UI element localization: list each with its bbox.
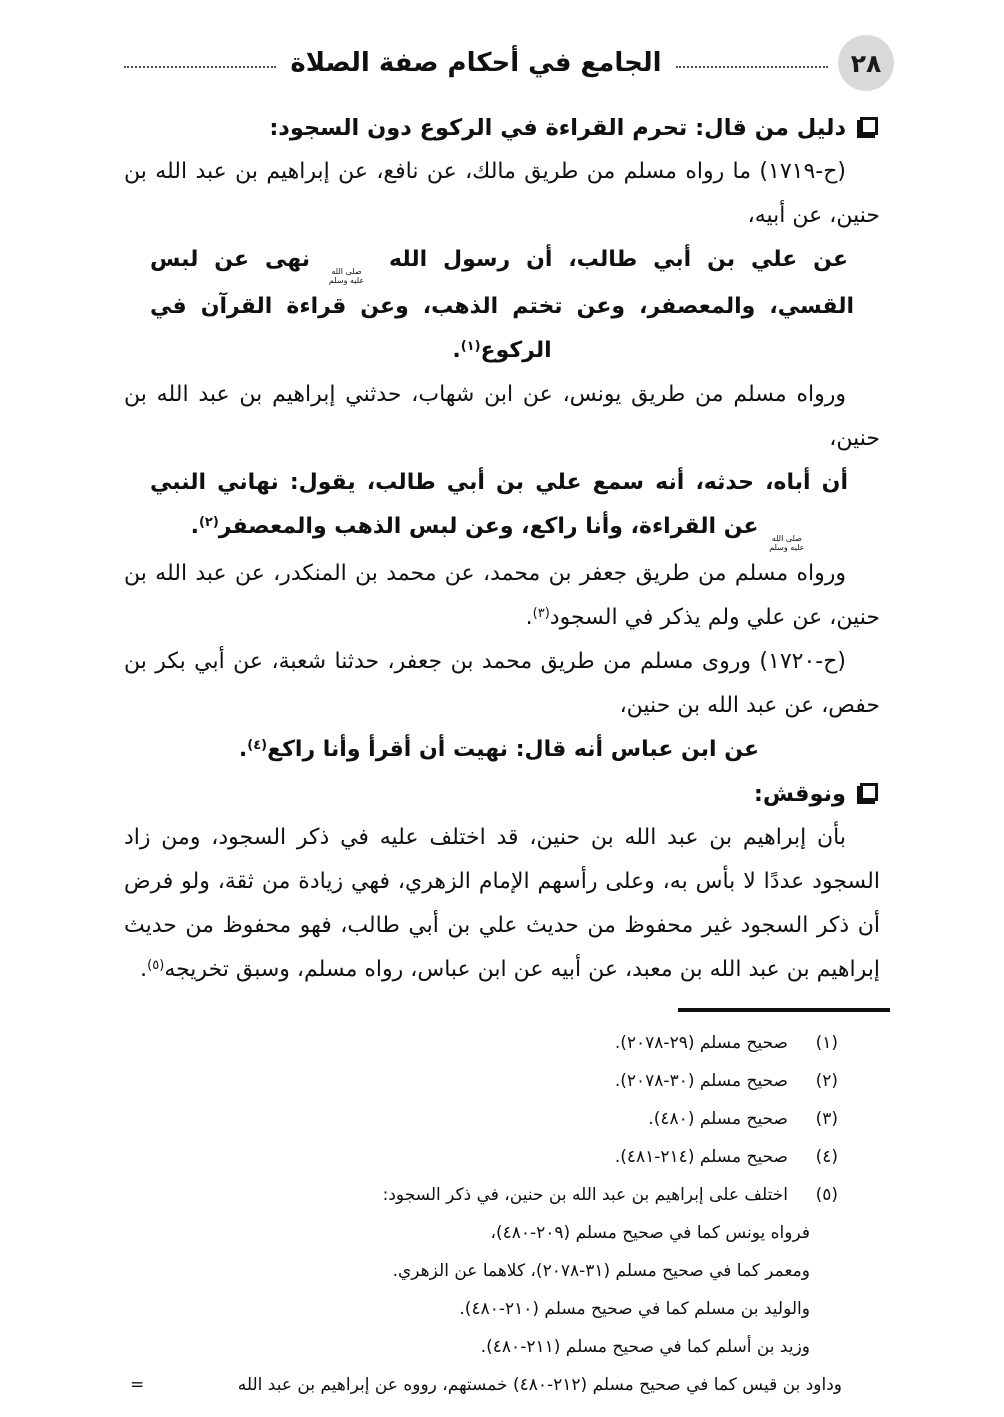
footnote-line-text: صحيح مسلم (٤٨٠). (648, 1109, 788, 1129)
text-run: (ح-١٧١٩) ما رواه مسلم من طريق مالك، عن نافع، عن إبراهيم بن عبد الله بن حنين، عن أبيه، (124, 159, 880, 228)
footnote-line-text: صحيح مسلم (٢١٤-٤٨١). (614, 1147, 788, 1167)
text-run: . (452, 338, 461, 363)
footnote-marker: (٣) (815, 1109, 838, 1129)
footnote-line-text: اختلف على إبراهيم بن عبد الله بن حنين، في ذكر السجود: (382, 1185, 788, 1205)
footnote-line (124, 1214, 880, 1252)
heading-text: ونوقش: (753, 781, 846, 807)
footnote-marker: (١) (815, 1033, 838, 1053)
footnote-line-text: صحيح مسلم (٢٩-٢٠٧٨). (614, 1033, 788, 1053)
footnote-marker: (٤) (815, 1147, 838, 1167)
footnote-line (124, 1100, 880, 1138)
footnote-line (124, 1062, 880, 1100)
saw-line1: صلى الله (771, 534, 802, 543)
footnote-separator (678, 1008, 890, 1012)
text-run: عن القراءة، وأنا راكع، وعن لبس الذهب والمعصفر (218, 514, 767, 539)
text-run: عن علي بن أبي طالب، أن رسول الله (373, 247, 849, 272)
footnote (124, 1176, 880, 1404)
text-run: نهى عن لبس القسي، والمعصفر، وعن تختم الذهب، وعن قراءة القرآن في الركوع (150, 247, 854, 363)
hadith-text (124, 728, 880, 772)
section-heading (124, 772, 880, 816)
footnote-line-text: وزيد بن أسلم كما في صحيح مسلم (٢١١-٤٨٠). (480, 1337, 810, 1357)
text-run: . (525, 605, 533, 630)
footnote-line-text: صحيح مسلم (٣٠-٢٠٧٨). (614, 1071, 788, 1091)
text-run: أن أباه، حدثه، أنه سمع علي بن أبي طالب، يقول: نهاني النبي (150, 470, 848, 495)
footnote-line-text: والوليد بن مسلم كما في صحيح مسلم (٢١٠-٤٨٠). (459, 1299, 810, 1319)
footnote-line (124, 1252, 880, 1290)
footnote-line (124, 1328, 880, 1366)
saw-ligature-icon (329, 267, 370, 285)
footnote-line (124, 1138, 880, 1176)
saw-line2: عليه وسلم (769, 543, 805, 552)
footnote (124, 1138, 880, 1176)
text-run: بأن إبراهيم بن عبد الله بن حنين، قد اختلف عليه في ذكر السجود، ومن زاد السجود عددًا لا بأس به، وعلى رأسهم الإمام الزهري، فهي زيادة من ثقة، ولو فرض أن ذكر السجود غير محفوظ من حديث علي بن أبي طالب، فهو محفوظ من حديث إبراهيم بن عبد الله بن معبد، عن أبيه عن ابن عباس، رواه مسلم، وسبق تخريجه (124, 825, 880, 982)
saw-ligature-icon (769, 534, 810, 552)
text-run: (ح-١٧٢٠) وروى مسلم من طريق محمد بن جعفر، حدثنا شعبة، عن أبي بكر بن حفص، عن عبد الله بن حنين، (124, 649, 880, 718)
text-run: . (140, 957, 148, 982)
footnote-line-text: وداود بن قيس كما في صحيح مسلم (٢١٢-٤٨٠) خمستهم، رووه عن إبراهيم بن عبد الله (237, 1375, 842, 1395)
footnote-line (124, 1024, 880, 1062)
text-run: . (190, 514, 199, 539)
footnote-ref: (٥) (147, 958, 165, 973)
heading-text: دليل من قال: تحرم القراءة في الركوع دون السجود: (269, 115, 846, 141)
hadith-text (124, 461, 880, 552)
footnote (124, 1100, 880, 1138)
saw-line2: عليه وسلم (328, 276, 365, 285)
dotted-leader-right (676, 66, 828, 68)
page-number: ٢٨ (850, 48, 882, 78)
square-bullet-icon (860, 783, 878, 801)
continuation-mark: = (130, 1375, 145, 1395)
square-bullet-icon (860, 117, 878, 135)
footnote-marker: (٥) (815, 1185, 838, 1205)
footnote-ref: (٢) (198, 515, 219, 530)
paragraph (124, 816, 880, 992)
text-run: ورواه مسلم من طريق يونس، عن ابن شهاب، حدثني إبراهيم بن عبد الله بن حنين، (124, 382, 880, 451)
footnote-line-text: ومعمر كما في صحيح مسلم (٣١-٢٠٧٨)، كلاهما عن الزهري. (392, 1261, 810, 1281)
text-run: ورواه مسلم من طريق جعفر بن محمد، عن محمد بن المنكدر، عن عبد الله بن حنين، عن علي ولم يذكر في السجود (124, 561, 880, 630)
footnotes-list (124, 1024, 880, 1404)
footnote (124, 1062, 880, 1100)
footnote-line (124, 1176, 880, 1214)
section-heading (124, 106, 880, 150)
saw-line1: صلى الله (331, 267, 362, 276)
hadith-text (124, 238, 880, 373)
dotted-leader-left (124, 66, 276, 68)
body-blocks (124, 106, 880, 992)
footnote-line-text: فرواه يونس كما في صحيح مسلم (٢٠٩-٤٨٠)، (490, 1223, 810, 1243)
paragraph (124, 552, 880, 640)
footnote (124, 1024, 880, 1062)
footnote-line (124, 1290, 880, 1328)
footnote-ref: (٣) (532, 606, 550, 621)
paragraph (124, 373, 880, 461)
footnotes-section (124, 1008, 880, 1404)
paragraph (124, 150, 880, 238)
footnote-ref: (٤) (247, 738, 268, 753)
paragraph (124, 640, 880, 728)
text-run: . (238, 737, 248, 762)
text-run: عن ابن عباس أنه قال: نهيت أن أقرأ وأنا راكع (267, 737, 760, 762)
page-header (124, 34, 894, 92)
footnote-ref: (١) (460, 339, 481, 354)
page-number-badge (838, 35, 894, 91)
book-title: الجامع في أحكام صفة الصلاة (290, 48, 662, 78)
footnote-line (124, 1366, 880, 1404)
footnote-marker: (٢) (815, 1071, 838, 1091)
